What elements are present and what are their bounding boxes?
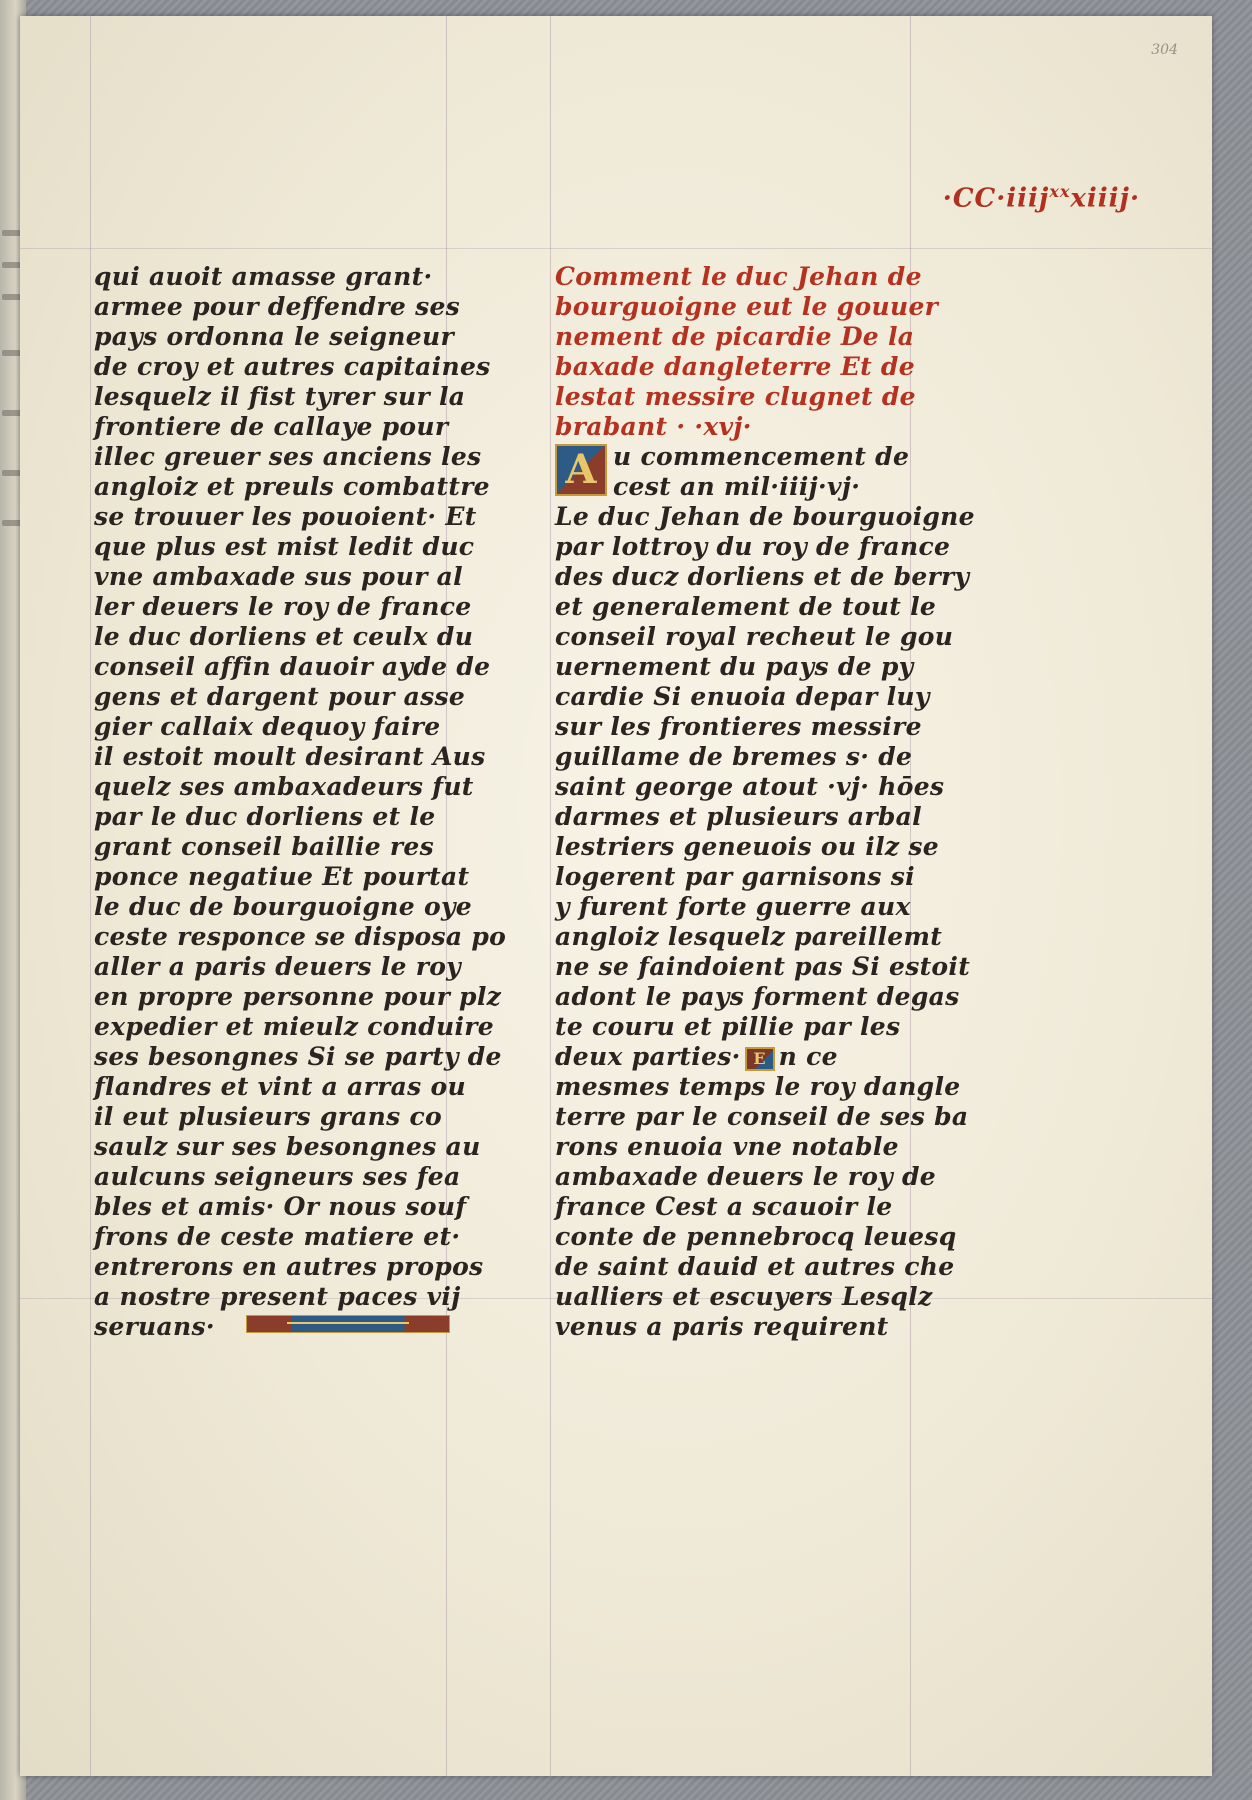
ruling-line <box>20 248 1212 249</box>
text-line: logerent par garnisons si <box>555 862 915 891</box>
text-line: terre par le conseil de ses ba <box>555 1102 969 1131</box>
folio-number: ·CC·iiij$^{xx}$xiiij· <box>942 182 1140 214</box>
text-line: a nostre present paces vij <box>94 1282 461 1311</box>
text-line: A u commencement de <box>555 442 935 472</box>
text-line: le duc dorliens et ceulx du <box>94 622 474 651</box>
chapter-rubric <box>555 262 939 442</box>
text-line: se trouuer les pouoient· Et <box>94 502 477 531</box>
text-line: il eut plusieurs grans co <box>94 1102 442 1131</box>
text-line: rons enuoia vne notable <box>555 1132 899 1161</box>
text-line: armee pour deffendre ses <box>94 292 461 321</box>
text-line: ler deuers le roy de france <box>94 592 472 621</box>
text-line: quelz ses ambaxadeurs fut <box>94 772 474 801</box>
text-line: adont le pays forment degas <box>555 982 960 1011</box>
text-line: venus a paris requirent <box>555 1312 889 1341</box>
text-line: ambaxade deuers le roy de <box>555 1162 937 1191</box>
text-line: ne se faindoient pas Si estoit <box>555 952 971 981</box>
text-line: grant conseil baillie res <box>94 832 434 861</box>
left-text-column <box>94 262 507 1342</box>
text-line: guillame de bremes s· de <box>555 742 913 771</box>
text-line: entrerons en autres propos <box>94 1252 484 1281</box>
right-text-column <box>555 262 975 1342</box>
text-line: aller a paris deuers le roy <box>94 952 461 981</box>
text-line: il estoit moult desirant Aus <box>94 742 486 771</box>
text-line: flandres et vint a arras ou <box>94 1072 466 1101</box>
text-line: illec greuer ses anciens les <box>94 442 482 471</box>
text-line: cest an mil·iiij·vj· <box>613 472 861 501</box>
text-line: saint george atout ·vj· hōes <box>555 772 945 801</box>
text-line: vne ambaxade sus pour al <box>94 562 463 591</box>
rubric-line: nement de picardie De la <box>555 322 915 351</box>
text-line: de saint dauid et autres che <box>555 1252 955 1281</box>
text-line: frons de ceste matiere et· <box>94 1222 461 1251</box>
text-line: cardie Si enuoia depar luy <box>555 682 930 711</box>
small-illuminated-initial: E <box>745 1047 775 1071</box>
text-line: bles et amis· Or nous souf <box>94 1192 467 1221</box>
pencil-foliation: 304 <box>1151 42 1178 58</box>
text-line: que plus est mist ledit duc <box>94 532 475 561</box>
illuminated-initial: A <box>555 444 607 496</box>
text-line: et generalement de tout le <box>555 592 937 621</box>
text-line: mesmes temps le roy dangle <box>555 1072 961 1101</box>
text-line: y furent forte guerre aux <box>555 892 911 921</box>
text-line: Le duc Jehan de bourguoigne <box>555 502 975 531</box>
text-line: frontiere de callaye pour <box>94 412 449 441</box>
text-line: lestriers geneuois ou ilz se <box>555 832 939 861</box>
rubric-line: brabant · ·xvj· <box>555 412 752 441</box>
text-line: darmes et plusieurs arbal <box>555 802 922 831</box>
text-line: conseil affin dauoir ayde de <box>94 652 491 681</box>
text-line: des ducz dorliens et de berry <box>555 562 970 591</box>
text-line: de croy et autres capitaines <box>94 352 491 381</box>
text-line: seruans· <box>94 1312 215 1341</box>
text-line: gens et dargent pour asse <box>94 682 466 711</box>
text-line: en propre personne pour plz <box>94 982 502 1011</box>
text-line: saulz sur ses besongnes au <box>94 1132 481 1161</box>
text-line: pays ordonna le seigneur <box>94 322 454 351</box>
text-line: par lottroy du roy de france <box>555 532 951 561</box>
text-line: aulcuns seigneurs ses fea <box>94 1162 461 1191</box>
text-line: le duc de bourguoigne oye <box>94 892 472 921</box>
rubric-line: bourguoigne eut le gouuer <box>555 292 939 321</box>
text-line: uernement du pays de py <box>555 652 914 681</box>
text-line: qui auoit amasse grant· <box>94 262 433 291</box>
text-line: sur les frontieres messire <box>555 712 922 741</box>
text-line: ualliers et escuyers Lesqlz <box>555 1282 933 1311</box>
text-line: te couru et pillie par les <box>555 1012 901 1041</box>
text-line: ses besongnes Si se party de <box>94 1042 502 1071</box>
text-line: angloiz lesquelz pareillemt <box>555 922 943 951</box>
text-line: gier callaix dequoy faire <box>94 712 441 741</box>
text-line: ponce negatiue Et pourtat <box>94 862 470 891</box>
ruling-line <box>90 16 91 1776</box>
text-line: lesquelz il fist tyrer sur la <box>94 382 466 411</box>
text-line: ceste responce se disposa po <box>94 922 507 951</box>
text-line: angloiz et preuls combattre <box>94 472 490 501</box>
rubric-line: baxade dangleterre Et de <box>555 352 915 381</box>
ruling-line <box>550 16 551 1776</box>
text-line: expedier et mieulz conduire <box>94 1012 494 1041</box>
text-line: conte de pennebrocq leuesq <box>555 1222 957 1251</box>
text-line: france Cest a scauoir le <box>555 1192 893 1221</box>
rubric-line: Comment le duc Jehan de <box>555 262 922 291</box>
chapter-text <box>555 442 975 1342</box>
text-line: conseil royal recheut le gou <box>555 622 954 651</box>
text-line: deux parties· E n ce <box>555 1042 838 1071</box>
text-line: par le duc dorliens et le <box>94 802 436 831</box>
rubric-line: lestat messire clugnet de <box>555 382 916 411</box>
